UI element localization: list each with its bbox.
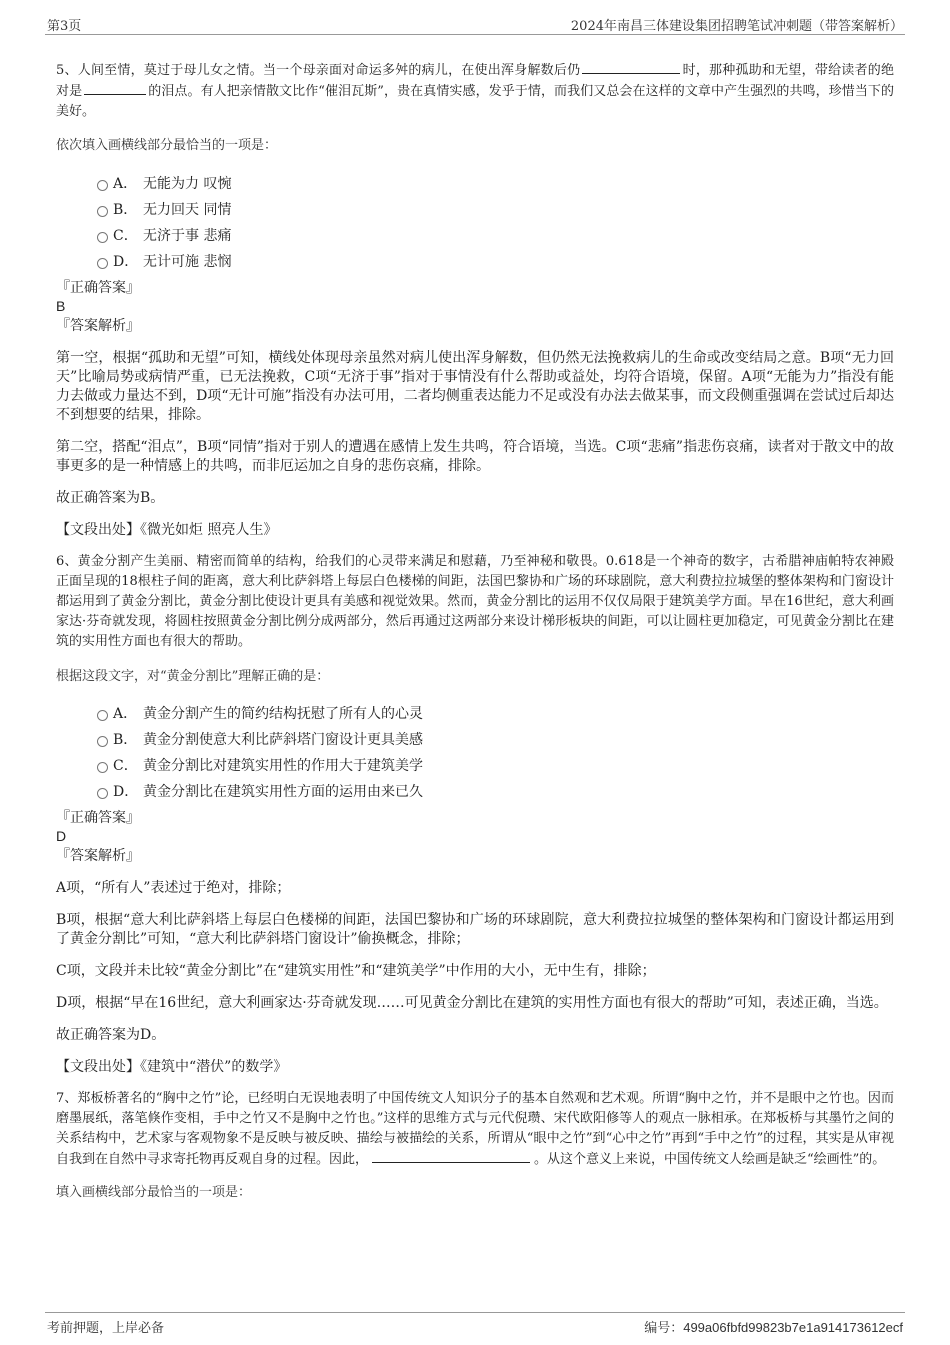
analysis-paragraph: D项，根据“早在16世纪，意大利画家达·芬奇就发现……可见黄金分割比在建筑的实用性方面也有很大的帮助”可知，表述正确，当选。 <box>56 995 888 1011</box>
option-a[interactable]: A． 黄金分割产生的简约结构抚慰了所有人的心灵 <box>56 701 894 727</box>
answer-value: D <box>56 828 67 844</box>
page-footer <box>45 1312 905 1337</box>
radio-button[interactable] <box>97 788 108 799</box>
question-6-prompt: 根据这段文字，对“黄金分割比”理解正确的是： <box>56 669 330 684</box>
option-b[interactable]: B． 无力回天 同情 <box>56 197 894 223</box>
source-citation: 【文段出处】《建筑中“潜伏”的数学》 <box>56 1059 288 1075</box>
radio-button[interactable] <box>97 232 108 243</box>
question-5-prompt: 依次填入画横线部分最恰当的一项是： <box>56 138 278 153</box>
option-a[interactable]: A． 无能为力 叹惋 <box>56 171 894 197</box>
analysis-label: 『答案解析』 <box>56 848 140 864</box>
question-5 <box>56 60 894 540</box>
document-code: 编号：499a06fbfd99823b7e1a914173612ecf <box>644 1320 903 1336</box>
page-content <box>56 60 894 1203</box>
option-d[interactable]: D． 黄金分割比在建筑实用性方面的运用由来已久 <box>56 779 894 805</box>
source-citation: 【文段出处】《微光如炬 照亮人生》 <box>56 522 278 538</box>
radio-button[interactable] <box>97 206 108 217</box>
answer-label: 『正确答案』 <box>56 810 140 826</box>
analysis-label: 『答案解析』 <box>56 318 140 334</box>
answer-label: 『正确答案』 <box>56 280 140 296</box>
option-c[interactable]: C． 黄金分割比对建筑实用性的作用大于建筑美学 <box>56 753 894 779</box>
radio-button[interactable] <box>97 258 108 269</box>
fill-blank <box>582 60 680 74</box>
document-title: 2024年南昌三体建设集团招聘笔试冲刺题（带答案解析） <box>570 19 903 34</box>
question-5-options <box>56 171 894 275</box>
question-7-prompt: 填入画横线部分最恰当的一项是： <box>56 1185 252 1200</box>
question-7 <box>56 1089 894 1203</box>
radio-button[interactable] <box>97 710 108 721</box>
analysis-paragraph: 第二空，搭配“泪点”，B项“同情”指对于别人的遭遇在感情上发生共鸣，符合语境，当选。C项“悲痛”指悲伤哀痛，读者对于散文中的故事更多的是一种情感上的共鸣，而非厄运加之自身的悲伤哀痛，排除。 <box>56 439 894 474</box>
fill-blank <box>372 1149 530 1163</box>
page-header <box>45 12 905 35</box>
answer-value: B <box>56 298 66 314</box>
fill-blank <box>84 81 146 95</box>
analysis-conclusion: 故正确答案为B。 <box>56 490 165 506</box>
page-number: 第3页 <box>47 19 82 34</box>
option-d[interactable]: D． 无计可施 悲悯 <box>56 249 894 275</box>
question-5-text: 5、人间至情，莫过于母儿女之情。当一个母亲面对命运多舛的病儿，在使出浑身解数后仍 时，那种孤助和无望，带给读者的绝对是 的泪点。有人把亲情散文比作“催泪瓦斯”，贵在真情实感，发乎于情，而我们又总会在这样的文章中产生强烈的共鸣，珍惜当下的美好。 <box>56 60 894 122</box>
option-b[interactable]: B． 黄金分割使意大利比萨斜塔门窗设计更具美感 <box>56 727 894 753</box>
radio-button[interactable] <box>97 762 108 773</box>
radio-button[interactable] <box>97 180 108 191</box>
analysis-paragraph: 第一空，根据“孤助和无望”可知，横线处体现母亲虽然对病儿使出浑身解数，但仍然无法挽救病儿的生命或改变结局之意。B项“无力回天”比喻局势或病情严重，已无法挽救，C项“无济于事”指对于事情没有什么帮助或益处，均符合语境，保留。A项“无能为力”指没有能力去做或力量达不到，D项“无计可施”指没有办法可用，二者均侧重表达能力不足或没有办法去做某事，而文段侧重强调在尝试过后却达不到想要的结果，排除。 <box>56 350 894 423</box>
footer-slogan: 考前押题，上岸必备 <box>47 1321 165 1336</box>
analysis-paragraph: C项，文段并未比较“黄金分割比”在“建筑实用性”和“建筑美学”中作用的大小，无中生有，排除； <box>56 963 656 979</box>
question-6-text: 6、黄金分割产生美丽、精密而简单的结构，给我们的心灵带来满足和慰藉，乃至神秘和敬畏。0.618是一个神奇的数字，古希腊神庙帕特农神殿正面呈现的18根柱子间的距离，意大利比萨斜塔上每层白色楼梯的间距，法国巴黎协和广场的环球剧院，意大利费拉拉城堡的整体架构和门窗设计都运用到了黄金分割比，黄金分割比使设计更具有美感和视觉效果。然而，黄金分割比的运用不仅仅局限于建筑美学方面。早在16世纪，意大利画家达·芬奇就发现，将圆柱按照黄金分割比例分成两部分，然后再通过这两部分来设计梯形板块的间距，可以让圆柱更加稳定，可见黄金分割比在建筑的实用性方面也有很大的帮助。 <box>56 554 894 649</box>
option-c[interactable]: C． 无济于事 悲痛 <box>56 223 894 249</box>
analysis-paragraph: B项，根据“意大利比萨斜塔上每层白色楼梯的间距，法国巴黎协和广场的环球剧院，意大利费拉拉城堡的整体架构和门窗设计都运用到了黄金分割比”可知，“意大利比萨斜塔门窗设计”偷换概念，排除； <box>56 912 894 947</box>
question-6 <box>56 552 894 1077</box>
question-7-text: 7、郑板桥著名的“胸中之竹”论，已经明白无误地表明了中国传统文人知识分子的基本自然观和艺术观。所谓“胸中之竹，并不是眼中之竹也。因而磨墨展纸，落笔倏作变相，手中之竹又不是胸中之竹也。”这样的思维方式与元代倪瓒、宋代欧阳修等人的观点一脉相承。在郑板桥与其墨竹之间的关系结构中，艺术家与客观物象不是反映与被反映、描绘与被描绘的关系，所谓从“眼中之竹”到“心中之竹”再到“手中之竹”的过程，其实是从审视自我到在自然中寻求寄托物再反观自身的过程。因此， 。从这个意义上来说，中国传统文人绘画是缺乏“绘画性”的。 <box>56 1091 894 1167</box>
analysis-paragraph: A项，“所有人”表述过于绝对，排除； <box>56 880 291 896</box>
analysis-conclusion: 故正确答案为D。 <box>56 1027 166 1043</box>
question-6-options <box>56 701 894 805</box>
radio-button[interactable] <box>97 736 108 747</box>
